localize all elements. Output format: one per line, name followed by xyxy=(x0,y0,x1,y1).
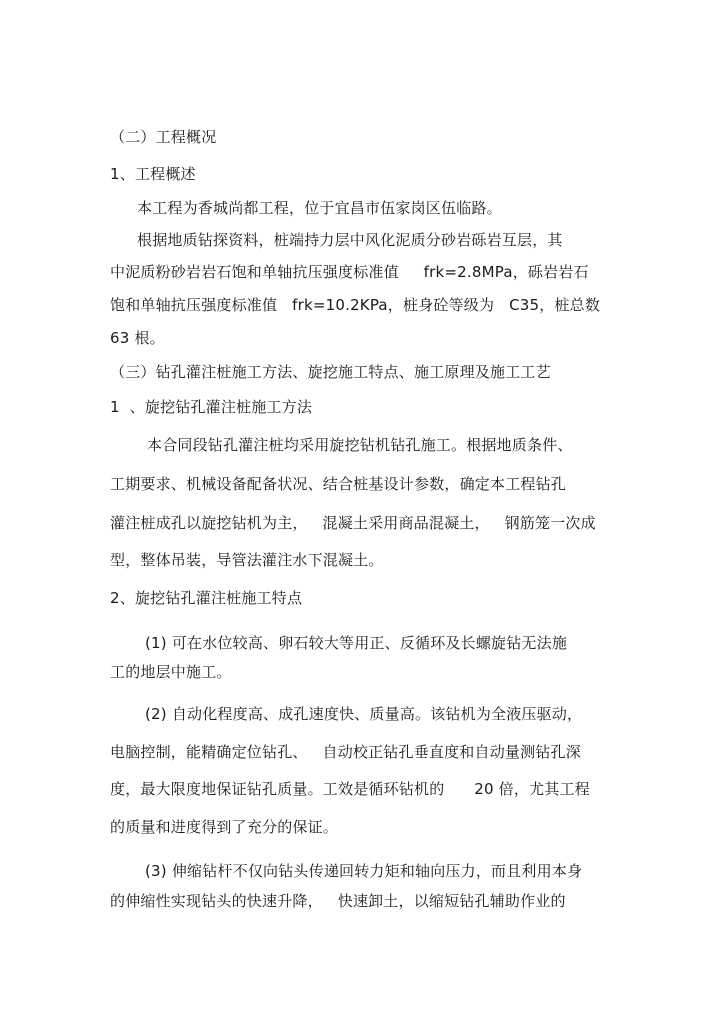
subsection-heading-rotary-method: 1 、旋挖钻孔灌注桩施工方法 xyxy=(110,398,313,416)
paragraph-line: 灌注桩成孔以旋挖钻机为主， 混凝土采用商品混凝土， 钢筋笼一次成 xyxy=(110,514,596,532)
paragraph-line: 度，最大限度地保证钻孔质量。工效是循环钻机的 20 倍，尤其工程 xyxy=(110,780,590,798)
list-item-3: (3) 伸缩钻杆不仅向钻头传递回转力矩和轴向压力，而且利用本身 xyxy=(145,862,583,880)
subsection-heading-rotary-features: 2、旋挖钻孔灌注桩施工特点 xyxy=(110,589,303,607)
paragraph-line: 工的地层中施工。 xyxy=(110,663,232,681)
paragraph-line: 型，整体吊装，导管法灌注水下混凝土。 xyxy=(110,551,384,569)
paragraph-line: 的伸缩性实现钻头的快速升降， 快速卸土，以缩短钻孔辅助作业的 xyxy=(110,892,566,910)
subsection-heading-overview: 1、工程概述 xyxy=(110,165,196,183)
list-item-2: (2) 自动化程度高、成孔速度快、质量高。该钻机为全液压驱动， xyxy=(145,705,583,723)
paragraph-line: 本合同段钻孔灌注桩均采用旋挖钻机钻孔施工。根据地质条件、 xyxy=(147,436,573,454)
list-item-1: (1) 可在水位较高、卵石较大等用正、反循环及长螺旋钻无法施 xyxy=(145,634,568,652)
paragraph-line: 饱和单轴抗压强度标准值 frk=10.2KPa，桩身砼等级为 C35，桩总数 xyxy=(110,296,601,314)
paragraph-line: 中泥质粉砂岩岩石饱和单轴抗压强度标准值 frk=2.8MPa，砾岩岩石 xyxy=(110,263,589,281)
paragraph-line: 根据地质钻探资料，桩端持力层中风化泥质分砂岩砾岩互层，其 xyxy=(137,231,563,249)
paragraph-line: 工期要求、机械设备配备状况、结合桩基设计参数，确定本工程钻孔 xyxy=(110,475,567,493)
paragraph-line: 的质量和进度得到了充分的保证。 xyxy=(110,818,339,836)
paragraph-line: 63 根。 xyxy=(110,329,165,347)
section-heading-construction-method: （三）钻孔灌注桩施工方法、旋挖施工特点、施工原理及施工工艺 xyxy=(110,363,551,381)
paragraph-line: 本工程为香城尚都工程，位于宜昌市伍家岗区伍临路。 xyxy=(137,199,502,217)
paragraph-line: 电脑控制，能精确定位钻孔、 自动校正钻孔垂直度和自动量测钻孔深 xyxy=(110,743,581,761)
section-heading-project-overview: （二）工程概况 xyxy=(110,128,217,146)
